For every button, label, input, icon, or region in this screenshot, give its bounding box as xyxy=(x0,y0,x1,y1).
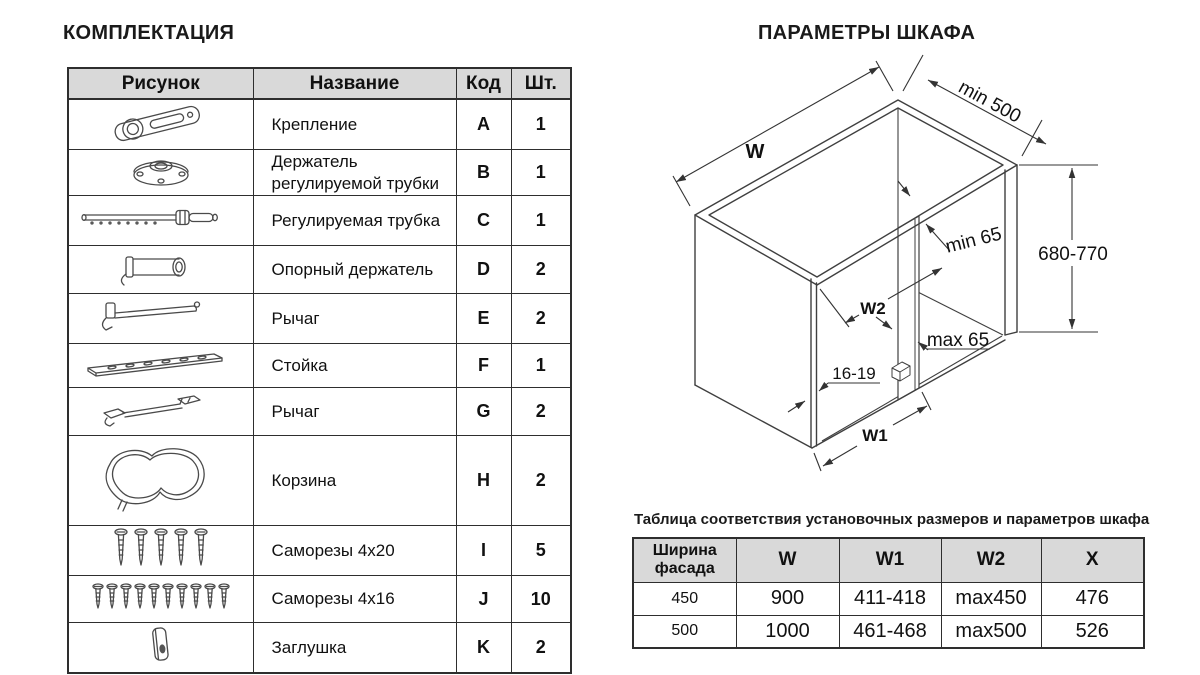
part-code: C xyxy=(456,196,511,246)
kit-section-title: КОМПЛЕКТАЦИЯ xyxy=(63,22,235,44)
rail-icon xyxy=(76,344,246,382)
part-name: Опорный держатель xyxy=(253,246,456,294)
x-value: 476 xyxy=(1041,582,1144,615)
dimension-lines xyxy=(673,55,1098,471)
part-code: K xyxy=(456,623,511,674)
height-dimension-label: 680-770 xyxy=(1038,244,1108,265)
w2-value: max450 xyxy=(941,582,1041,615)
col-header-w2: W2 xyxy=(941,538,1041,582)
mount-plate-icon xyxy=(76,100,246,144)
part-name: Держатель регулируемой трубки xyxy=(253,150,456,196)
facade-width-value: 500 xyxy=(633,615,736,648)
part-name: Регулируемая трубка xyxy=(253,196,456,246)
part-name: Корзина xyxy=(253,436,456,526)
part-code: F xyxy=(456,344,511,388)
parameters-section-title: ПАРАМЕТРЫ ШКАФА xyxy=(758,22,976,44)
part-code: B xyxy=(456,150,511,196)
table-row xyxy=(68,388,571,436)
part-code: I xyxy=(456,526,511,576)
col-header-code: Код xyxy=(456,68,511,99)
part-code: D xyxy=(456,246,511,294)
tube-holder-icon xyxy=(76,150,246,190)
screws-icon xyxy=(76,577,246,617)
part-name: Стойка xyxy=(253,344,456,388)
part-name: Саморезы 4x16 xyxy=(253,576,456,623)
part-code: J xyxy=(456,576,511,623)
adjustable-tube-icon xyxy=(76,196,246,240)
table-row xyxy=(68,526,571,576)
col-header-x: X xyxy=(1041,538,1144,582)
w-value: 900 xyxy=(736,582,839,615)
col-header-w: W xyxy=(736,538,839,582)
col-header-picture: Рисунок xyxy=(68,68,253,99)
table-row xyxy=(68,196,571,246)
col-header-facade-width: Ширина фасада xyxy=(633,538,736,582)
table-row xyxy=(68,150,571,196)
part-name: Рычаг xyxy=(253,388,456,436)
cabinet-dimensions-diagram xyxy=(630,50,1150,495)
panel-thickness-label: 16-19 xyxy=(832,364,876,383)
basket-icon xyxy=(76,436,246,520)
part-code: H xyxy=(456,436,511,526)
table-row xyxy=(633,615,1144,648)
part-qty: 5 xyxy=(511,526,571,576)
max-gap-dimension-label: max 65 xyxy=(926,330,990,351)
lever-icon xyxy=(76,294,246,338)
size-table-title: Таблица соответствия установочных размеров и параметров шкафа xyxy=(634,511,1150,528)
w2-dimension-label: W2 xyxy=(860,299,886,318)
kit-table-container xyxy=(67,67,572,674)
table-row xyxy=(68,623,571,674)
w2-value: max500 xyxy=(941,615,1041,648)
screws-icon xyxy=(76,526,246,570)
part-qty: 1 xyxy=(511,99,571,150)
w-value: 1000 xyxy=(736,615,839,648)
w1-dimension-label: W1 xyxy=(862,426,888,445)
w1-value: 461-468 xyxy=(839,615,941,648)
table-row xyxy=(68,576,571,623)
part-qty: 1 xyxy=(511,196,571,246)
table-row xyxy=(68,99,571,150)
part-qty: 2 xyxy=(511,436,571,526)
part-name: Саморезы 4x20 xyxy=(253,526,456,576)
x-value: 526 xyxy=(1041,615,1144,648)
part-qty: 2 xyxy=(511,294,571,344)
facade-width-value: 450 xyxy=(633,582,736,615)
table-row xyxy=(633,582,1144,615)
cap-icon xyxy=(76,623,246,667)
part-qty: 2 xyxy=(511,246,571,294)
size-table-container xyxy=(632,537,1145,649)
col-header-w1: W1 xyxy=(839,538,941,582)
kit-table xyxy=(67,67,572,674)
part-code: G xyxy=(456,388,511,436)
part-name: Заглушка xyxy=(253,623,456,674)
part-qty: 10 xyxy=(511,576,571,623)
part-code: E xyxy=(456,294,511,344)
table-row xyxy=(68,344,571,388)
cabinet-outline xyxy=(695,100,1017,448)
w1-value: 411-418 xyxy=(839,582,941,615)
depth-dimension-label: min 500 xyxy=(954,76,1025,128)
support-holder-icon xyxy=(76,246,246,288)
part-name: Крепление xyxy=(253,99,456,150)
lever-arm-icon xyxy=(76,388,246,430)
width-dimension-label: W xyxy=(745,141,765,163)
table-row xyxy=(68,246,571,294)
kit-header-row xyxy=(68,68,571,99)
col-header-name: Название xyxy=(253,68,456,99)
part-qty: 1 xyxy=(511,344,571,388)
table-row xyxy=(68,294,571,344)
col-header-qty: Шт. xyxy=(511,68,571,99)
min-gap-dimension-label: min 65 xyxy=(943,223,1004,258)
part-qty: 2 xyxy=(511,388,571,436)
size-table xyxy=(632,537,1145,649)
table-row xyxy=(68,436,571,526)
part-code: A xyxy=(456,99,511,150)
part-name: Рычаг xyxy=(253,294,456,344)
part-qty: 2 xyxy=(511,623,571,674)
part-qty: 1 xyxy=(511,150,571,196)
size-header-row xyxy=(633,538,1144,582)
